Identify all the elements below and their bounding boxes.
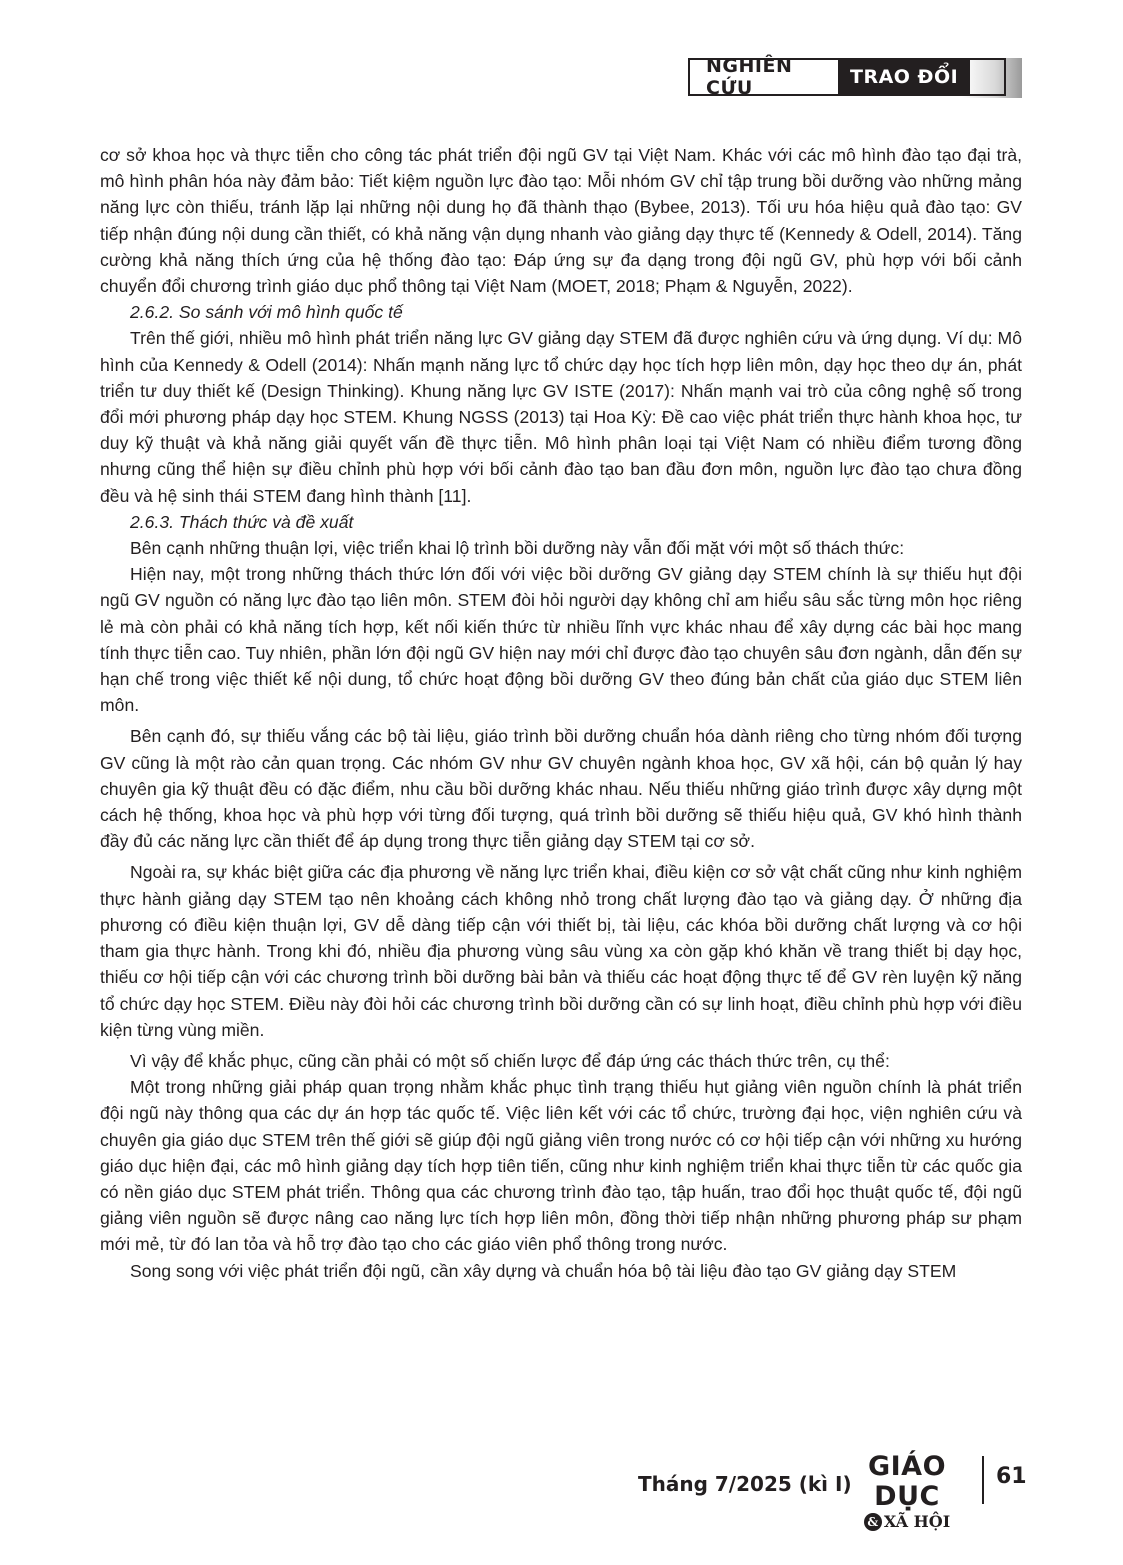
issue-label: Tháng 7/2025 (kì I) bbox=[638, 1472, 852, 1496]
paragraph: Bên cạnh những thuận lợi, việc triển khai lộ trình bồi dưỡng này vẫn đối mặt với một số thách thức: bbox=[130, 538, 905, 559]
footer-divider bbox=[982, 1456, 984, 1504]
ampersand-icon: & bbox=[864, 1513, 882, 1531]
subsection-heading: 2.6.3. Thách thức và đề xuất bbox=[130, 511, 354, 532]
paragraph: cơ sở khoa học và thực tiễn cho công tác phát triển đội ngũ GV tại Việt Nam. Khác với các mô hình đào tạo đại trà, mô hình phân hóa này đảm bảo: Tiết kiệm nguồn lực đào tạo: Mỗi nhóm GV chỉ tập trung bồi dưỡng vào những mảng năng lực còn thiếu, tránh lặp lại những nội dung họ đã thành thạo (Bybee, 2013). Tối ưu hóa hiệu quả đào tạo: GV tiếp nhận đúng nội dung cần thiết, có khả năng vận dụng nhanh vào giảng dạy thực tế (Kennedy & Odell, 2014). Tăng cường khả năng thích ứng của hệ thống đào tạo: Đáp ứng sự đa dạng trong đội ngũ GV, phù hợp với bối cảnh chuyển đổi chương trình giáo dục phổ thông tại Việt Nam (MOET, 2018; Phạm & Nguyễn, 2022). bbox=[100, 145, 1022, 297]
section-label-left: NGHIÊN CỨU bbox=[706, 55, 793, 99]
paragraph: Vì vậy để khắc phục, cũng cần phải có một số chiến lược để đáp ứng các thách thức trên, cụ thể: bbox=[130, 1050, 890, 1071]
article-body bbox=[100, 142, 1022, 1284]
paragraph: Trên thế giới, nhiều mô hình phát triển năng lực GV giảng dạy STEM đã được nghiên cứu và ứng dụng. Ví dụ: Mô hình của Kennedy & Odell (2014): Nhấn mạnh năng lực tổ chức dạy học tích hợp liên môn, dạy học theo dự án, phát triển tư duy thiết kế (Design Thinking). Khung năng lực GV ISTE (2017): Nhấn mạnh vai trò của công nghệ số trong đổi mới phương pháp dạy học STEM. Khung NGSS (2013) tại Hoa Kỳ: Đề cao việc phát triển thực hành khoa học, tư duy kỹ thuật và khả năng giải quyết vấn đề thực tiễn. Mô hình phân loại tại Việt Nam có nhiều điểm tương đồng nhưng cũng thể hiện sự điều chỉnh phù hợp với bối cảnh đào tạo ban đầu đơn môn, nguồn lực đào tạo chưa đồng đều và hệ sinh thái STEM đang hình thành [11]. bbox=[100, 328, 1022, 506]
page-number: 61 bbox=[996, 1464, 1027, 1489]
journal-logo bbox=[842, 1452, 972, 1532]
paragraph: Một trong những giải pháp quan trọng nhằm khắc phục tình trạng thiếu hụt giảng viên nguồn chính là phát triển đội ngũ này thông qua các dự án hợp tác quốc tế. Việc liên kết với các tổ chức, trường đại học, viện nghiên cứu và chuyên gia giáo dục STEM trên thế giới sẽ giúp đội ngũ giảng viên trong nước có cơ hội tiếp cận với những xu hướng giáo dục hiện đại, các mô hình giảng dạy tích hợp tiên tiến, cũng như kinh nghiệm triển khai thực tiễn từ các quốc gia có nền giáo dục STEM phát triển. Thông qua các chương trình đào tạo, tập huấn, trao đổi học thuật quốc tế, đội ngũ giảng viên nguồn sẽ được nâng cao năng lực tích hợp liên môn, đồng thời tiếp nhận những phương pháp sư phạm mới mẻ, từ đó lan tỏa và hỗ trợ đào tạo cho các giáo viên phổ thông trong nước. bbox=[100, 1077, 1022, 1255]
page-footer bbox=[0, 1450, 1123, 1531]
paragraph: Ngoài ra, sự khác biệt giữa các địa phương về năng lực triển khai, điều kiện cơ sở vật chất cũng như kinh nghiệm thực hành giảng dạy STEM tạo nên khoảng cách không nhỏ trong chất lượng đào tạo và giảng dạy. Ở những địa phương có điều kiện thuận lợi, GV dễ dàng tiếp cận với thiết bị, tài liệu, các khóa bồi dưỡng chất lượng và cơ hội tham gia thực hành. Trong khi đó, nhiều địa phương vùng sâu vùng xa còn gặp khó khăn về trang thiết bị dạy học, thiếu cơ hội tiếp cận với các chương trình bồi dưỡng bài bản và thiếu các hoạt động thực tế để GV rèn luyện kỹ năng tổ chức dạy học STEM. Điều này đòi hỏi các chương trình bồi dưỡng cần có sự linh hoạt, điều chỉnh phù hợp với điều kiện từng vùng miền. bbox=[100, 862, 1022, 1040]
paragraph: Song song với việc phát triển đội ngũ, cần xây dựng và chuẩn hóa bộ tài liệu đào tạo GV giảng dạy STEM bbox=[130, 1260, 957, 1281]
journal-logo-line2 bbox=[842, 1512, 972, 1532]
section-label-right: TRAO ĐỔI bbox=[838, 60, 970, 94]
paragraph: Bên cạnh đó, sự thiếu vắng các bộ tài liệu, giáo trình bồi dưỡng chuẩn hóa dành riêng cho từng nhóm đối tượng GV cũng là một rào cản quan trọng. Các nhóm GV như GV chuyên ngành khoa học, GV xã hội, cán bộ quản lý hay chuyên gia kỹ thuật đều có đặc điểm, nhu cầu bồi dưỡng khác nhau. Nếu thiếu những giáo trình được xây dựng một cách hệ thống, khoa học và phù hợp với từng đối tượng, quá trình bồi dưỡng sẽ thiếu hiệu quả, GV khó hình thành đầy đủ các năng lực cần thiết để áp dụng trong thực tiễn giảng dạy STEM tại cơ sở. bbox=[100, 726, 1022, 852]
journal-logo-line2-text: XÃ HỘI bbox=[883, 1512, 951, 1531]
subsection-heading: 2.6.2. So sánh với mô hình quốc tế bbox=[130, 302, 403, 323]
journal-logo-line1: GIÁO DỤC bbox=[867, 1451, 947, 1512]
paragraph: Hiện nay, một trong những thách thức lớn đối với việc bồi dưỡng GV giảng dạy STEM chính là sự thiếu hụt đội ngũ GV nguồn có năng lực đào tạo liên môn. STEM đòi hỏi người dạy không chỉ am hiểu sâu sắc từng môn học riêng lẻ mà còn phải có khả năng tích hợp, kết nối kiến thức từ nhiều lĩnh vực khác nhau để xây dựng các bài học mang tính thực tiễn cao. Tuy nhiên, phần lớn đội ngũ GV hiện nay mới chỉ được đào tạo chuyên sâu đơn ngành, dẫn đến sự hạn chế trong việc thiết kế nội dung, tổ chức hoạt động bồi dưỡng GV theo đúng bản chất của giáo dục STEM liên môn. bbox=[100, 564, 1022, 716]
section-header bbox=[688, 55, 1006, 99]
